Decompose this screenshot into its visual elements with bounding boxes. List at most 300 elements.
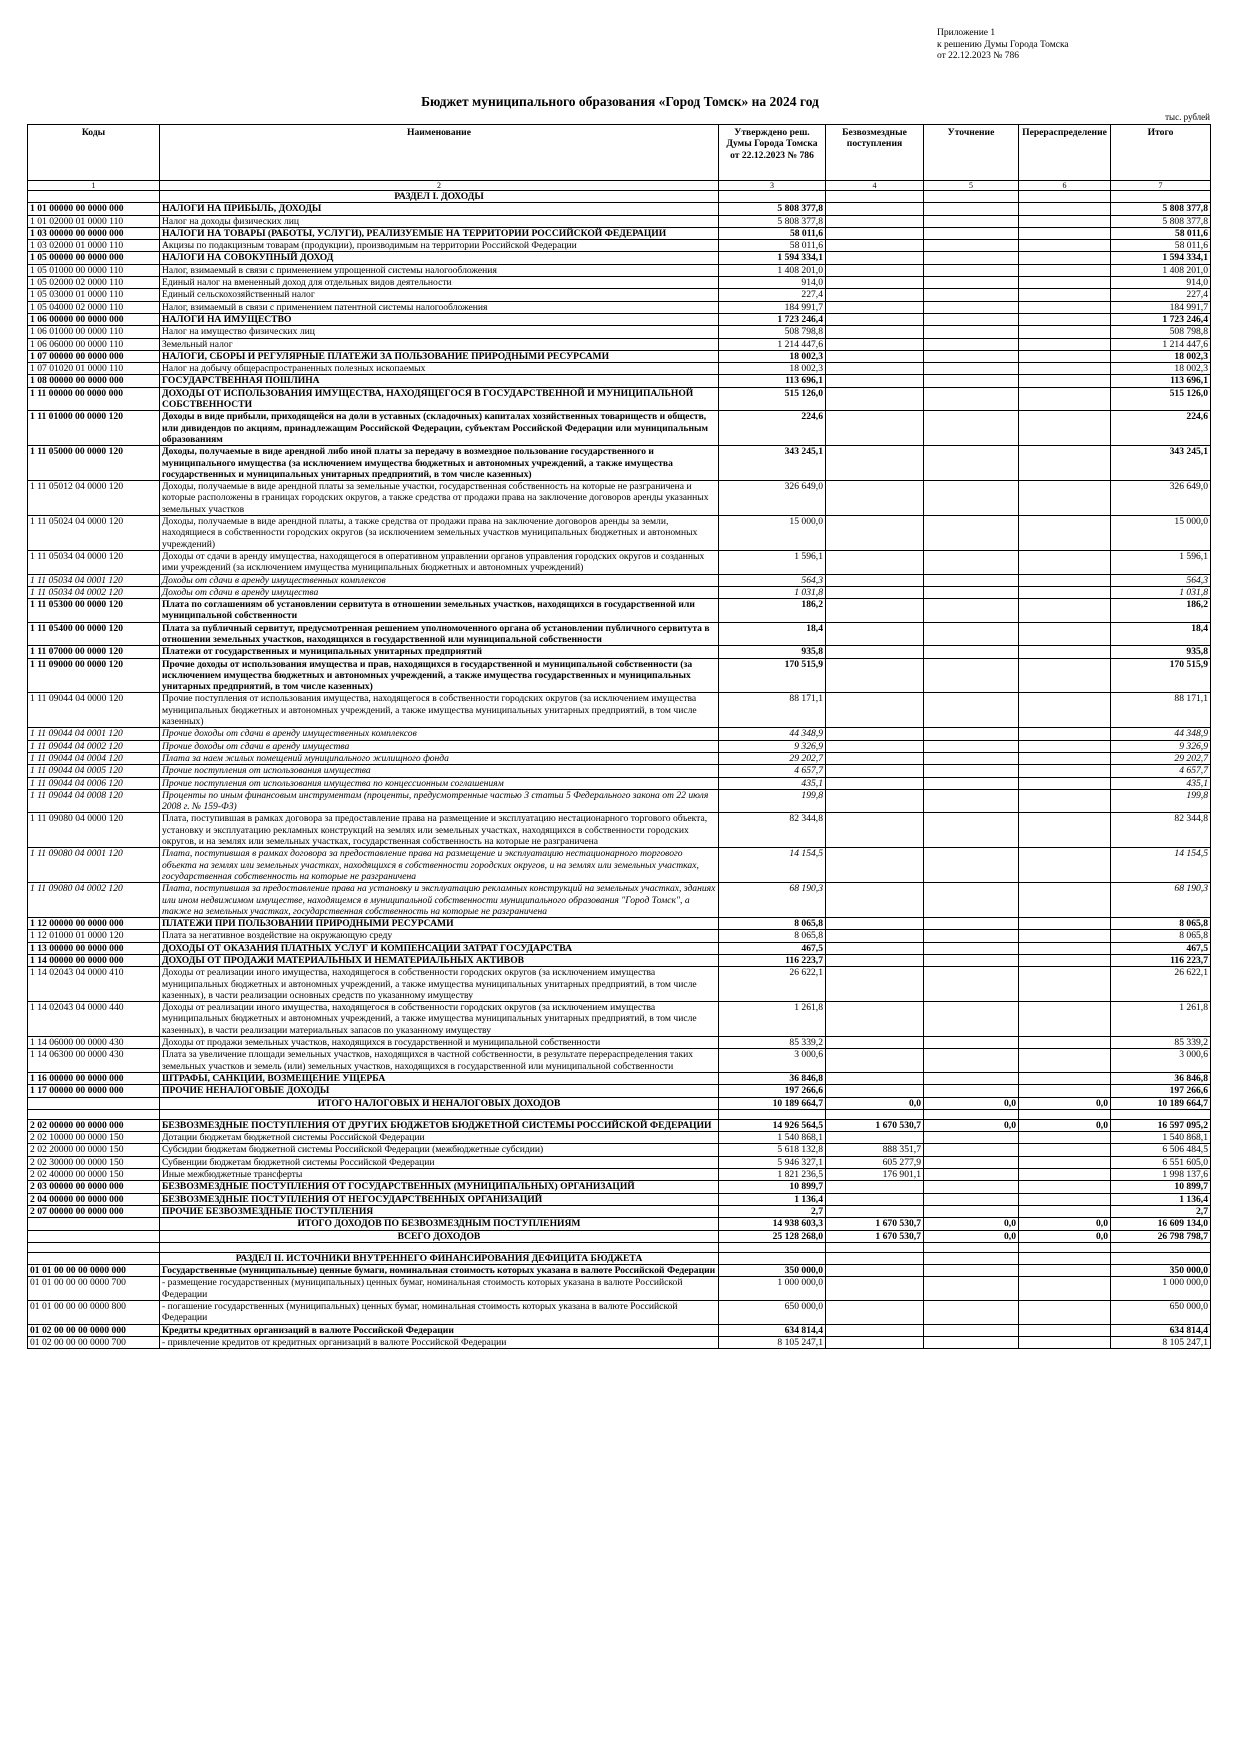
- row-total: 6 506 484,5: [1111, 1144, 1211, 1156]
- row-redistribution: [1019, 1132, 1111, 1144]
- row-gratuitous: [826, 1002, 924, 1037]
- row-name: НАЛОГИ НА СОВОКУПНЫЙ ДОХОД: [160, 252, 719, 264]
- total-total: 16 609 134,0: [1111, 1218, 1211, 1230]
- row-gratuitous: 888 351,7: [826, 1144, 924, 1156]
- row-approved: 29 202,7: [719, 752, 826, 764]
- row-code: 1 11 05012 04 0000 120: [28, 481, 160, 516]
- row-total: 9 326,9: [1111, 740, 1211, 752]
- row-name: Государственные (муниципальные) ценные бумаги, номинальная стоимость которых указана в валюте Российской Федерации: [160, 1265, 719, 1277]
- section-header-row: [28, 191, 1211, 203]
- row-name: Доходы от реализации иного имущества, находящегося в собственности городских округов (за исключением имущества муниципальных бюджетных и автономных учреждений, а также имущества муниципальных унитарных предприятий, в том числе казенных), в части реализации основных средств по указанному имуществу: [160, 967, 719, 1002]
- header-gratuitous: Безвозмездные поступления: [826, 125, 924, 181]
- row-total: 5 808 377,8: [1111, 203, 1211, 215]
- row-clarification: [924, 264, 1019, 276]
- table-row: [28, 1119, 1211, 1131]
- row-redistribution: [1019, 1277, 1111, 1301]
- row-clarification: [924, 942, 1019, 954]
- row-total: 14 154,5: [1111, 848, 1211, 883]
- row-code: 1 11 05034 04 0000 120: [28, 550, 160, 574]
- table-row: [28, 1002, 1211, 1037]
- row-gratuitous: [826, 930, 924, 942]
- row-gratuitous: [826, 1301, 924, 1325]
- row-gratuitous: [826, 1277, 924, 1301]
- table-row: [28, 622, 1211, 646]
- table-row: [28, 740, 1211, 752]
- row-approved: 1 261,8: [719, 1002, 826, 1037]
- row-redistribution: [1019, 622, 1111, 646]
- row-clarification: [924, 765, 1019, 777]
- row-total: 2,7: [1111, 1205, 1211, 1217]
- row-name: Прочие поступления от использования имущества: [160, 765, 719, 777]
- row-clarification: [924, 375, 1019, 387]
- row-approved: 58 011,6: [719, 240, 826, 252]
- row-name: ПРОЧИЕ БЕЗВОЗМЕЗДНЫЕ ПОСТУПЛЕНИЯ: [160, 1205, 719, 1217]
- row-redistribution: [1019, 646, 1111, 658]
- row-code: 1 07 01020 01 0000 110: [28, 363, 160, 375]
- row-code: 2 02 40000 00 0000 150: [28, 1169, 160, 1181]
- table-row: [28, 1144, 1211, 1156]
- row-total: 44 348,9: [1111, 728, 1211, 740]
- row-name: Налог, взимаемый в связи с применением упрощенной системы налогообложения: [160, 264, 719, 276]
- row-clarification: [924, 1205, 1019, 1217]
- row-total: 18,4: [1111, 622, 1211, 646]
- row-total: 935,8: [1111, 646, 1211, 658]
- row-redistribution: [1019, 313, 1111, 325]
- row-code: 1 11 07000 00 0000 120: [28, 646, 160, 658]
- row-code: 1 06 01000 00 0000 110: [28, 326, 160, 338]
- row-name: БЕЗВОЗМЕЗДНЫЕ ПОСТУПЛЕНИЯ ОТ ДРУГИХ БЮДЖЕТОВ БЮДЖЕТНОЙ СИСТЕМЫ РОССИЙСКОЙ ФЕДЕРАЦИИ: [160, 1119, 719, 1131]
- row-clarification: 0,0: [924, 1119, 1019, 1131]
- row-code: 1 11 09080 04 0001 120: [28, 848, 160, 883]
- row-approved: 18 002,3: [719, 363, 826, 375]
- row-redistribution: [1019, 252, 1111, 264]
- row-total: 343 245,1: [1111, 446, 1211, 481]
- table-row: [28, 1265, 1211, 1277]
- table-row: [28, 375, 1211, 387]
- row-code: 1 11 09080 04 0002 120: [28, 883, 160, 918]
- row-clarification: [924, 1002, 1019, 1037]
- row-code: 2 02 10000 00 0000 150: [28, 1132, 160, 1144]
- row-total: 197 266,6: [1111, 1085, 1211, 1097]
- total-clarification: 0,0: [924, 1097, 1019, 1109]
- row-name: БЕЗВОЗМЕЗДНЫЕ ПОСТУПЛЕНИЯ ОТ ГОСУДАРСТВЕННЫХ (МУНИЦИПАЛЬНЫХ) ОРГАНИЗАЦИЙ: [160, 1181, 719, 1193]
- row-total: 184 991,7: [1111, 301, 1211, 313]
- row-redistribution: [1019, 289, 1111, 301]
- total-clarification: 0,0: [924, 1218, 1019, 1230]
- row-name: Плата за публичный сервитут, предусмотренная решением уполномоченного органа об установлении публичного сервитута в отношении земельных участков, находящихся в государственной или муниципальной собственности: [160, 622, 719, 646]
- header-approved: Утверждено реш. Думы Города Томска от 22.12.2023 № 786: [719, 125, 826, 181]
- table-row: [28, 240, 1211, 252]
- row-total: 435,1: [1111, 777, 1211, 789]
- row-gratuitous: [826, 240, 924, 252]
- row-gratuitous: [826, 599, 924, 623]
- row-total: 8 065,8: [1111, 918, 1211, 930]
- appendix-line: Приложение 1: [937, 28, 996, 38]
- row-code: 1 05 03000 01 0000 110: [28, 289, 160, 301]
- row-redistribution: 0,0: [1019, 1119, 1111, 1131]
- header-total: Итого: [1111, 125, 1211, 181]
- table-row: [28, 1181, 1211, 1193]
- row-redistribution: [1019, 765, 1111, 777]
- table-row: [28, 1072, 1211, 1084]
- row-name: НАЛОГИ НА ПРИБЫЛЬ, ДОХОДЫ: [160, 203, 719, 215]
- row-gratuitous: [826, 1037, 924, 1049]
- row-redistribution: [1019, 516, 1111, 551]
- row-name: Кредиты кредитных организаций в валюте Российской Федерации: [160, 1324, 719, 1336]
- row-approved: 116 223,7: [719, 955, 826, 967]
- row-approved: 8 065,8: [719, 930, 826, 942]
- row-clarification: [924, 1132, 1019, 1144]
- row-code: [28, 1252, 160, 1264]
- row-gratuitous: [826, 967, 924, 1002]
- row-code: 1 12 01000 01 0000 120: [28, 930, 160, 942]
- row-name: Доходы от сдачи в аренду имущества: [160, 586, 719, 598]
- row-total: 3 000,6: [1111, 1049, 1211, 1073]
- row-gratuitous: [826, 1324, 924, 1336]
- row-code: 1 11 09044 04 0000 120: [28, 693, 160, 728]
- row-code: 2 03 00000 00 0000 000: [28, 1181, 160, 1193]
- table-row: [28, 777, 1211, 789]
- row-total: 634 814,4: [1111, 1324, 1211, 1336]
- row-code: 01 02 00 00 00 0000 700: [28, 1336, 160, 1348]
- row-gratuitous: [826, 227, 924, 239]
- spacer-cell: [28, 1242, 160, 1252]
- row-clarification: [924, 1049, 1019, 1073]
- row-approved: 326 649,0: [719, 481, 826, 516]
- row-redistribution: [1019, 1265, 1111, 1277]
- row-total: 199,8: [1111, 789, 1211, 813]
- row-total: 58 011,6: [1111, 227, 1211, 239]
- row-clarification: [924, 446, 1019, 481]
- row-redistribution: [1019, 326, 1111, 338]
- row-approved: 650 000,0: [719, 1301, 826, 1325]
- row-approved: 5 808 377,8: [719, 215, 826, 227]
- row-total: 1 594 334,1: [1111, 252, 1211, 264]
- row-name: Плата за негативное воздействие на окружающую среду: [160, 930, 719, 942]
- row-name: ДОХОДЫ ОТ ОКАЗАНИЯ ПЛАТНЫХ УСЛУГ И КОМПЕНСАЦИИ ЗАТРАТ ГОСУДАРСТВА: [160, 942, 719, 954]
- empty-cell: [924, 1252, 1019, 1264]
- row-gratuitous: [826, 350, 924, 362]
- table-row: [28, 1169, 1211, 1181]
- row-approved: 1 214 447,6: [719, 338, 826, 350]
- table-row: [28, 658, 1211, 693]
- row-clarification: [924, 883, 1019, 918]
- table-row: [28, 574, 1211, 586]
- row-gratuitous: [826, 1072, 924, 1084]
- row-approved: 8 065,8: [719, 918, 826, 930]
- row-approved: 1 723 246,4: [719, 313, 826, 325]
- table-row: [28, 918, 1211, 930]
- row-name: Проценты по иным финансовым инструментам (проценты, предусмотренные частью 3 статьи 5 Федерального закона от 22 июля 2008 г. № 159-ФЗ): [160, 789, 719, 813]
- table-row: [28, 313, 1211, 325]
- row-approved: 5 618 132,8: [719, 1144, 826, 1156]
- row-total: 4 657,7: [1111, 765, 1211, 777]
- row-redistribution: [1019, 1072, 1111, 1084]
- spacer-cell: [28, 1109, 160, 1119]
- row-clarification: [924, 301, 1019, 313]
- header-clarification: Уточнение: [924, 125, 1019, 181]
- row-clarification: [924, 1265, 1019, 1277]
- row-redistribution: [1019, 918, 1111, 930]
- row-approved: 1 594 334,1: [719, 252, 826, 264]
- row-gratuitous: [826, 446, 924, 481]
- row-approved: 58 011,6: [719, 227, 826, 239]
- row-total: 16 597 095,2: [1111, 1119, 1211, 1131]
- row-code: 01 02 00 00 00 0000 000: [28, 1324, 160, 1336]
- row-clarification: [924, 277, 1019, 289]
- row-gratuitous: [826, 277, 924, 289]
- empty-cell: [1111, 1252, 1211, 1264]
- row-code: 1 14 02043 04 0000 410: [28, 967, 160, 1002]
- row-clarification: [924, 728, 1019, 740]
- row-clarification: [924, 752, 1019, 764]
- row-redistribution: [1019, 446, 1111, 481]
- row-code: 1 08 00000 00 0000 000: [28, 375, 160, 387]
- row-clarification: [924, 411, 1019, 446]
- section-title: РАЗДЕЛ II. ИСТОЧНИКИ ВНУТРЕННЕГО ФИНАНСИРОВАНИЯ ДЕФИЦИТА БЮДЖЕТА: [160, 1252, 719, 1264]
- row-total: 88 171,1: [1111, 693, 1211, 728]
- row-code: 1 11 05000 00 0000 120: [28, 446, 160, 481]
- row-name: Прочие поступления от использования имущества по концессионным соглашениям: [160, 777, 719, 789]
- spacer-cell: [924, 1109, 1019, 1119]
- row-code: 1 11 09044 04 0008 120: [28, 789, 160, 813]
- row-code: 1 03 02000 01 0000 110: [28, 240, 160, 252]
- row-redistribution: [1019, 550, 1111, 574]
- row-redistribution: [1019, 848, 1111, 883]
- row-approved: 343 245,1: [719, 446, 826, 481]
- row-name: Доходы от реализации иного имущества, находящегося в собственности городских округов (за исключением имущества муниципальных бюджетных и автономных учреждений, а также имущества муниципальных унитарных предприятий, в том числе казенных), в части реализации материальных запасов по указанному имуществу: [160, 1002, 719, 1037]
- row-total: 18 002,3: [1111, 363, 1211, 375]
- row-name: Акцизы по подакцизным товарам (продукции), производимым на территории Российской Федерации: [160, 240, 719, 252]
- appendix-line: от 22.12.2023 № 786: [937, 51, 1019, 61]
- row-clarification: [924, 586, 1019, 598]
- row-gratuitous: [826, 740, 924, 752]
- row-total: 5 808 377,8: [1111, 215, 1211, 227]
- row-gratuitous: [826, 252, 924, 264]
- row-clarification: [924, 1156, 1019, 1168]
- spacer-cell: [826, 1109, 924, 1119]
- row-redistribution: [1019, 350, 1111, 362]
- row-code: 1 11 09080 04 0000 120: [28, 813, 160, 848]
- row-total: 1 998 137,6: [1111, 1169, 1211, 1181]
- row-total: 508 798,8: [1111, 326, 1211, 338]
- total-redistribution: 0,0: [1019, 1097, 1111, 1109]
- row-name: Плата по соглашениям об установлении сервитута в отношении земельных участков, находящихся в государственной или муниципальной собственности: [160, 599, 719, 623]
- row-name: Доходы в виде прибыли, приходящейся на доли в уставных (складочных) капиталах хозяйственных товариществ и обществ, или дивидендов по акциям, принадлежащим Российской Федерации, субъектам Российской Федерации или муниципальным образованиям: [160, 411, 719, 446]
- row-clarification: [924, 930, 1019, 942]
- row-code: 1 11 09044 04 0002 120: [28, 740, 160, 752]
- row-approved: 199,8: [719, 789, 826, 813]
- row-name: Налог на добычу общераспространенных полезных ископаемых: [160, 363, 719, 375]
- table-row: [28, 942, 1211, 954]
- row-gratuitous: [826, 313, 924, 325]
- row-name: Доходы от сдачи в аренду имущественных комплексов: [160, 574, 719, 586]
- row-clarification: [924, 1336, 1019, 1348]
- total-name: ВСЕГО ДОХОДОВ: [160, 1230, 719, 1242]
- column-number: 5: [924, 181, 1019, 191]
- row-total: 1 540 868,1: [1111, 1132, 1211, 1144]
- total-gratuitous: 1 670 530,7: [826, 1230, 924, 1242]
- column-number: 2: [160, 181, 719, 191]
- row-clarification: [924, 1085, 1019, 1097]
- table-row: [28, 1336, 1211, 1348]
- empty-cell: [719, 1252, 826, 1264]
- row-name: НАЛОГИ НА ТОВАРЫ (РАБОТЫ, УСЛУГИ), РЕАЛИЗУЕМЫЕ НА ТЕРРИТОРИИ РОССИЙСКОЙ ФЕДЕРАЦИИ: [160, 227, 719, 239]
- row-name: Плата за увеличение площади земельных участков, находящихся в частной собственности, в результате перераспределения таких земельных участков и земель (или) земельных участков, находящихся в государственной или муниципальной собственности: [160, 1049, 719, 1073]
- row-approved: 8 105 247,1: [719, 1336, 826, 1348]
- row-approved: 224,6: [719, 411, 826, 446]
- row-total: 1 136,4: [1111, 1193, 1211, 1205]
- total-approved: 14 938 603,3: [719, 1218, 826, 1230]
- row-total: 29 202,7: [1111, 752, 1211, 764]
- row-approved: 227,4: [719, 289, 826, 301]
- row-redistribution: [1019, 1156, 1111, 1168]
- row-total: 36 846,8: [1111, 1072, 1211, 1084]
- table-row: [28, 1193, 1211, 1205]
- row-code: 1 11 09044 04 0004 120: [28, 752, 160, 764]
- row-gratuitous: [826, 658, 924, 693]
- row-code: 2 02 30000 00 0000 150: [28, 1156, 160, 1168]
- row-code: 2 07 00000 00 0000 000: [28, 1205, 160, 1217]
- row-name: Субсидии бюджетам бюджетной системы Российской Федерации (межбюджетные субсидии): [160, 1144, 719, 1156]
- row-gratuitous: [826, 289, 924, 301]
- row-name: Доходы от сдачи в аренду имущества, находящегося в оперативном управлении органов управления городских округов и созданных ими учреждений (за исключением имущества муниципальных бюджетных и автономных учреждений): [160, 550, 719, 574]
- row-code: 1 05 02000 02 0000 110: [28, 277, 160, 289]
- column-number: 1: [28, 181, 160, 191]
- row-approved: 634 814,4: [719, 1324, 826, 1336]
- appendix-note: [937, 28, 1069, 63]
- row-total: 26 622,1: [1111, 967, 1211, 1002]
- spacer-row: [28, 1242, 1211, 1252]
- table-row: [28, 765, 1211, 777]
- row-total: 914,0: [1111, 277, 1211, 289]
- row-code: 1 13 00000 00 0000 000: [28, 942, 160, 954]
- table-row: [28, 350, 1211, 362]
- row-code: 01 01 00 00 00 0000 700: [28, 1277, 160, 1301]
- row-code: 1 14 00000 00 0000 000: [28, 955, 160, 967]
- row-approved: 1 000 000,0: [719, 1277, 826, 1301]
- row-total: 8 105 247,1: [1111, 1336, 1211, 1348]
- table-row: [28, 227, 1211, 239]
- row-redistribution: [1019, 375, 1111, 387]
- section-header-row: [28, 1252, 1211, 1264]
- row-total: 82 344,8: [1111, 813, 1211, 848]
- row-redistribution: [1019, 1205, 1111, 1217]
- table-row: [28, 1156, 1211, 1168]
- row-gratuitous: [826, 516, 924, 551]
- row-redistribution: [1019, 387, 1111, 411]
- total-total: 26 798 798,7: [1111, 1230, 1211, 1242]
- row-gratuitous: [826, 203, 924, 215]
- row-code: 01 01 00 00 00 0000 800: [28, 1301, 160, 1325]
- total-clarification: 0,0: [924, 1230, 1019, 1242]
- row-code: 1 11 05400 00 0000 120: [28, 622, 160, 646]
- row-gratuitous: [826, 338, 924, 350]
- row-code: 1 11 05034 04 0001 120: [28, 574, 160, 586]
- row-clarification: [924, 350, 1019, 362]
- table-row: [28, 289, 1211, 301]
- row-approved: 186,2: [719, 599, 826, 623]
- row-gratuitous: [826, 777, 924, 789]
- row-approved: 2,7: [719, 1205, 826, 1217]
- row-total: 1 000 000,0: [1111, 1277, 1211, 1301]
- total-approved: 25 128 268,0: [719, 1230, 826, 1242]
- row-name: Плата за наем жилых помещений муниципального жилищного фонда: [160, 752, 719, 764]
- row-name: Прочие доходы от сдачи в аренду имущества: [160, 740, 719, 752]
- row-total: 1 596,1: [1111, 550, 1211, 574]
- row-name: Прочие доходы от сдачи в аренду имущественных комплексов: [160, 728, 719, 740]
- row-clarification: [924, 289, 1019, 301]
- row-approved: 197 266,6: [719, 1085, 826, 1097]
- row-total: 1 214 447,6: [1111, 338, 1211, 350]
- total-approved: 10 189 664,7: [719, 1097, 826, 1109]
- total-redistribution: 0,0: [1019, 1218, 1111, 1230]
- total-row: [28, 1218, 1211, 1230]
- table-row: [28, 967, 1211, 1002]
- column-number: 3: [719, 181, 826, 191]
- row-total: 68 190,3: [1111, 883, 1211, 918]
- table-row: [28, 516, 1211, 551]
- row-total: 1 723 246,4: [1111, 313, 1211, 325]
- row-code: 1 11 00000 00 0000 000: [28, 387, 160, 411]
- row-name: Плата, поступившая в рамках договора за предоставление права на размещение и эксплуатацию нестационарного торгового объекта, установку и эксплуатацию рекламных конструкций на землях или земельных участках, находящихся в собственности городских округов, и на землях или земельных участках, государственная собственность на которые не разграничена: [160, 813, 719, 848]
- total-row: [28, 1230, 1211, 1242]
- row-name: Плата, поступившая в рамках договора за предоставление права на размещение и эксплуатацию нестационарного торгового объекта на землях или земельных участках, находящихся в собственности городских округов, и на землях или земельных участках, государственная собственность на которые не разграничена: [160, 848, 719, 883]
- row-gratuitous: [826, 215, 924, 227]
- section-title: РАЗДЕЛ I. ДОХОДЫ: [160, 191, 719, 203]
- row-name: Субвенции бюджетам бюджетной системы Российской Федерации: [160, 1156, 719, 1168]
- row-redistribution: [1019, 658, 1111, 693]
- table-row: [28, 446, 1211, 481]
- row-name: - привлечение кредитов от кредитных организаций в валюте Российской Федерации: [160, 1336, 719, 1348]
- row-redistribution: [1019, 1049, 1111, 1073]
- document-title: Бюджет муниципального образования «Город Томск» на 2024 год: [421, 94, 819, 109]
- row-name: БЕЗВОЗМЕЗДНЫЕ ПОСТУПЛЕНИЯ ОТ НЕГОСУДАРСТВЕННЫХ ОРГАНИЗАЦИЙ: [160, 1193, 719, 1205]
- row-code: 1 16 00000 00 0000 000: [28, 1072, 160, 1084]
- row-clarification: [924, 1193, 1019, 1205]
- row-total: 186,2: [1111, 599, 1211, 623]
- row-gratuitous: [826, 942, 924, 954]
- table-row: [28, 277, 1211, 289]
- row-approved: 88 171,1: [719, 693, 826, 728]
- spacer-cell: [719, 1109, 826, 1119]
- table-row: [28, 411, 1211, 446]
- row-approved: 18 002,3: [719, 350, 826, 362]
- row-clarification: [924, 789, 1019, 813]
- row-gratuitous: [826, 550, 924, 574]
- row-redistribution: [1019, 942, 1111, 954]
- row-name: Дотации бюджетам бюджетной системы Российской Федерации: [160, 1132, 719, 1144]
- row-redistribution: [1019, 752, 1111, 764]
- table-row: [28, 1085, 1211, 1097]
- row-code: 1 05 01000 00 0000 110: [28, 264, 160, 276]
- row-clarification: [924, 203, 1019, 215]
- table-row: [28, 586, 1211, 598]
- spacer-cell: [160, 1242, 719, 1252]
- total-row: [28, 1097, 1211, 1109]
- row-redistribution: [1019, 740, 1111, 752]
- row-approved: 14 926 564,5: [719, 1119, 826, 1131]
- row-clarification: [924, 1169, 1019, 1181]
- spacer-cell: [1019, 1109, 1111, 1119]
- row-total: 227,4: [1111, 289, 1211, 301]
- row-clarification: [924, 848, 1019, 883]
- row-total: 10 899,7: [1111, 1181, 1211, 1193]
- row-code: 1 12 00000 00 0000 000: [28, 918, 160, 930]
- row-total: 58 011,6: [1111, 240, 1211, 252]
- column-number: 4: [826, 181, 924, 191]
- row-redistribution: [1019, 227, 1111, 239]
